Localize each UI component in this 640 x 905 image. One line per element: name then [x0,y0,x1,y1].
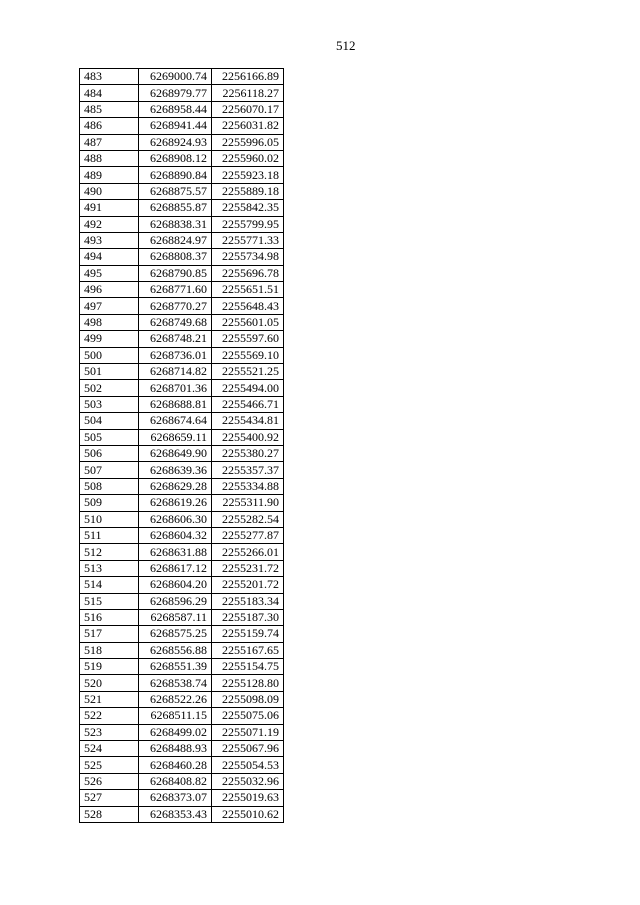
coordinates-table [79,68,284,823]
point-number-cell: 506 [80,445,139,461]
point-number-cell: 499 [80,331,139,347]
point-number-cell: 511 [80,527,139,543]
point-number-cell: 490 [80,183,139,199]
table-row [80,183,284,199]
y-coordinate-cell: 2255842.35 [212,200,284,216]
table-row [80,642,284,658]
point-number-cell: 491 [80,200,139,216]
y-coordinate-cell: 2255380.27 [212,445,284,461]
table-row [80,265,284,281]
point-number-cell: 525 [80,757,139,773]
table-row [80,790,284,806]
x-coordinate-cell: 6268619.26 [139,495,212,511]
y-coordinate-cell: 2255054.53 [212,757,284,773]
y-coordinate-cell: 2255648.43 [212,298,284,314]
table-row [80,560,284,576]
table-row [80,691,284,707]
table-row [80,462,284,478]
point-number-cell: 497 [80,298,139,314]
table-row [80,118,284,134]
y-coordinate-cell: 2255071.19 [212,724,284,740]
y-coordinate-cell: 2255771.33 [212,232,284,248]
coordinates-table-body [80,69,284,823]
x-coordinate-cell: 6268460.28 [139,757,212,773]
table-row [80,380,284,396]
point-number-cell: 521 [80,691,139,707]
point-number-cell: 495 [80,265,139,281]
x-coordinate-cell: 6268890.84 [139,167,212,183]
point-number-cell: 508 [80,478,139,494]
point-number-cell: 504 [80,413,139,429]
y-coordinate-cell: 2255010.62 [212,806,284,822]
table-row [80,741,284,757]
y-coordinate-cell: 2255799.95 [212,216,284,232]
x-coordinate-cell: 6268941.44 [139,118,212,134]
y-coordinate-cell: 2255032.96 [212,773,284,789]
table-row [80,69,284,85]
point-number-cell: 522 [80,708,139,724]
x-coordinate-cell: 6268808.37 [139,249,212,265]
y-coordinate-cell: 2255696.78 [212,265,284,281]
point-number-cell: 501 [80,364,139,380]
table-row [80,167,284,183]
y-coordinate-cell: 2255231.72 [212,560,284,576]
y-coordinate-cell: 2255098.09 [212,691,284,707]
x-coordinate-cell: 6268408.82 [139,773,212,789]
y-coordinate-cell: 2255923.18 [212,167,284,183]
x-coordinate-cell: 6268575.25 [139,626,212,642]
table-row [80,708,284,724]
y-coordinate-cell: 2255400.92 [212,429,284,445]
table-row [80,282,284,298]
x-coordinate-cell: 6268587.11 [139,609,212,625]
y-coordinate-cell: 2256166.89 [212,69,284,85]
table-row [80,101,284,117]
table-row [80,773,284,789]
y-coordinate-cell: 2255067.96 [212,741,284,757]
table-row [80,249,284,265]
point-number-cell: 505 [80,429,139,445]
x-coordinate-cell: 6268522.26 [139,691,212,707]
point-number-cell: 526 [80,773,139,789]
point-number-cell: 486 [80,118,139,134]
x-coordinate-cell: 6268488.93 [139,741,212,757]
table-row [80,413,284,429]
point-number-cell: 483 [80,69,139,85]
point-number-cell: 492 [80,216,139,232]
y-coordinate-cell: 2255434.81 [212,413,284,429]
x-coordinate-cell: 6268639.36 [139,462,212,478]
x-coordinate-cell: 6268855.87 [139,200,212,216]
point-number-cell: 494 [80,249,139,265]
x-coordinate-cell: 6268538.74 [139,675,212,691]
x-coordinate-cell: 6268551.39 [139,659,212,675]
y-coordinate-cell: 2255521.25 [212,364,284,380]
x-coordinate-cell: 6268688.81 [139,396,212,412]
y-coordinate-cell: 2255159.74 [212,626,284,642]
point-number-cell: 523 [80,724,139,740]
table-row [80,298,284,314]
point-number-cell: 485 [80,101,139,117]
table-row [80,675,284,691]
point-number-cell: 514 [80,577,139,593]
x-coordinate-cell: 6268373.07 [139,790,212,806]
x-coordinate-cell: 6268771.60 [139,282,212,298]
y-coordinate-cell: 2255201.72 [212,577,284,593]
x-coordinate-cell: 6268631.88 [139,544,212,560]
point-number-cell: 517 [80,626,139,642]
x-coordinate-cell: 6268353.43 [139,806,212,822]
y-coordinate-cell: 2255996.05 [212,134,284,150]
y-coordinate-cell: 2255277.87 [212,527,284,543]
table-row [80,511,284,527]
point-number-cell: 493 [80,232,139,248]
x-coordinate-cell: 6268736.01 [139,347,212,363]
table-row [80,757,284,773]
y-coordinate-cell: 2256070.17 [212,101,284,117]
x-coordinate-cell: 6268749.68 [139,314,212,330]
x-coordinate-cell: 6268979.77 [139,85,212,101]
point-number-cell: 512 [80,544,139,560]
table-row [80,495,284,511]
page-number: 512 [336,38,356,53]
point-number-cell: 507 [80,462,139,478]
point-number-cell: 500 [80,347,139,363]
point-number-cell: 527 [80,790,139,806]
point-number-cell: 513 [80,560,139,576]
point-number-cell: 519 [80,659,139,675]
x-coordinate-cell: 6268875.57 [139,183,212,199]
table-row [80,527,284,543]
y-coordinate-cell: 2256118.27 [212,85,284,101]
x-coordinate-cell: 6268604.20 [139,577,212,593]
table-row [80,314,284,330]
y-coordinate-cell: 2255734.98 [212,249,284,265]
table-row [80,200,284,216]
y-coordinate-cell: 2255311.90 [212,495,284,511]
table-row [80,659,284,675]
table-row [80,85,284,101]
y-coordinate-cell: 2255960.02 [212,150,284,166]
table-row [80,626,284,642]
x-coordinate-cell: 6268511.15 [139,708,212,724]
point-number-cell: 496 [80,282,139,298]
x-coordinate-cell: 6268924.93 [139,134,212,150]
table-row [80,347,284,363]
x-coordinate-cell: 6268838.31 [139,216,212,232]
y-coordinate-cell: 2255266.01 [212,544,284,560]
point-number-cell: 515 [80,593,139,609]
y-coordinate-cell: 2255282.54 [212,511,284,527]
point-number-cell: 520 [80,675,139,691]
x-coordinate-cell: 6268499.02 [139,724,212,740]
y-coordinate-cell: 2255154.75 [212,659,284,675]
table-row [80,577,284,593]
table-row [80,544,284,560]
table-row [80,364,284,380]
point-number-cell: 488 [80,150,139,166]
x-coordinate-cell: 6268556.88 [139,642,212,658]
table-row [80,445,284,461]
x-coordinate-cell: 6268649.90 [139,445,212,461]
point-number-cell: 516 [80,609,139,625]
x-coordinate-cell: 6268790.85 [139,265,212,281]
x-coordinate-cell: 6268770.27 [139,298,212,314]
table-row [80,724,284,740]
x-coordinate-cell: 6268908.12 [139,150,212,166]
table-row [80,216,284,232]
point-number-cell: 484 [80,85,139,101]
x-coordinate-cell: 6268701.36 [139,380,212,396]
table-row [80,150,284,166]
table-row [80,396,284,412]
point-number-cell: 489 [80,167,139,183]
y-coordinate-cell: 2255466.71 [212,396,284,412]
x-coordinate-cell: 6268824.97 [139,232,212,248]
table-row [80,478,284,494]
x-coordinate-cell: 6268714.82 [139,364,212,380]
y-coordinate-cell: 2255494.00 [212,380,284,396]
point-number-cell: 502 [80,380,139,396]
x-coordinate-cell: 6268617.12 [139,560,212,576]
point-number-cell: 498 [80,314,139,330]
table-row [80,609,284,625]
y-coordinate-cell: 2255601.05 [212,314,284,330]
y-coordinate-cell: 2255075.06 [212,708,284,724]
point-number-cell: 509 [80,495,139,511]
y-coordinate-cell: 2255183.34 [212,593,284,609]
y-coordinate-cell: 2255889.18 [212,183,284,199]
x-coordinate-cell: 6268606.30 [139,511,212,527]
x-coordinate-cell: 6268604.32 [139,527,212,543]
x-coordinate-cell: 6268958.44 [139,101,212,117]
table-row [80,593,284,609]
x-coordinate-cell: 6268748.21 [139,331,212,347]
x-coordinate-cell: 6269000.74 [139,69,212,85]
point-number-cell: 528 [80,806,139,822]
y-coordinate-cell: 2255187.30 [212,609,284,625]
y-coordinate-cell: 2255128.80 [212,675,284,691]
point-number-cell: 524 [80,741,139,757]
table-row [80,232,284,248]
point-number-cell: 503 [80,396,139,412]
point-number-cell: 518 [80,642,139,658]
x-coordinate-cell: 6268629.28 [139,478,212,494]
point-number-cell: 510 [80,511,139,527]
y-coordinate-cell: 2255651.51 [212,282,284,298]
x-coordinate-cell: 6268596.29 [139,593,212,609]
y-coordinate-cell: 2256031.82 [212,118,284,134]
table-row [80,331,284,347]
y-coordinate-cell: 2255357.37 [212,462,284,478]
table-row [80,429,284,445]
y-coordinate-cell: 2255019.63 [212,790,284,806]
y-coordinate-cell: 2255334.88 [212,478,284,494]
table-row [80,806,284,822]
y-coordinate-cell: 2255569.10 [212,347,284,363]
y-coordinate-cell: 2255597.60 [212,331,284,347]
x-coordinate-cell: 6268674.64 [139,413,212,429]
table-row [80,134,284,150]
point-number-cell: 487 [80,134,139,150]
y-coordinate-cell: 2255167.65 [212,642,284,658]
x-coordinate-cell: 6268659.11 [139,429,212,445]
